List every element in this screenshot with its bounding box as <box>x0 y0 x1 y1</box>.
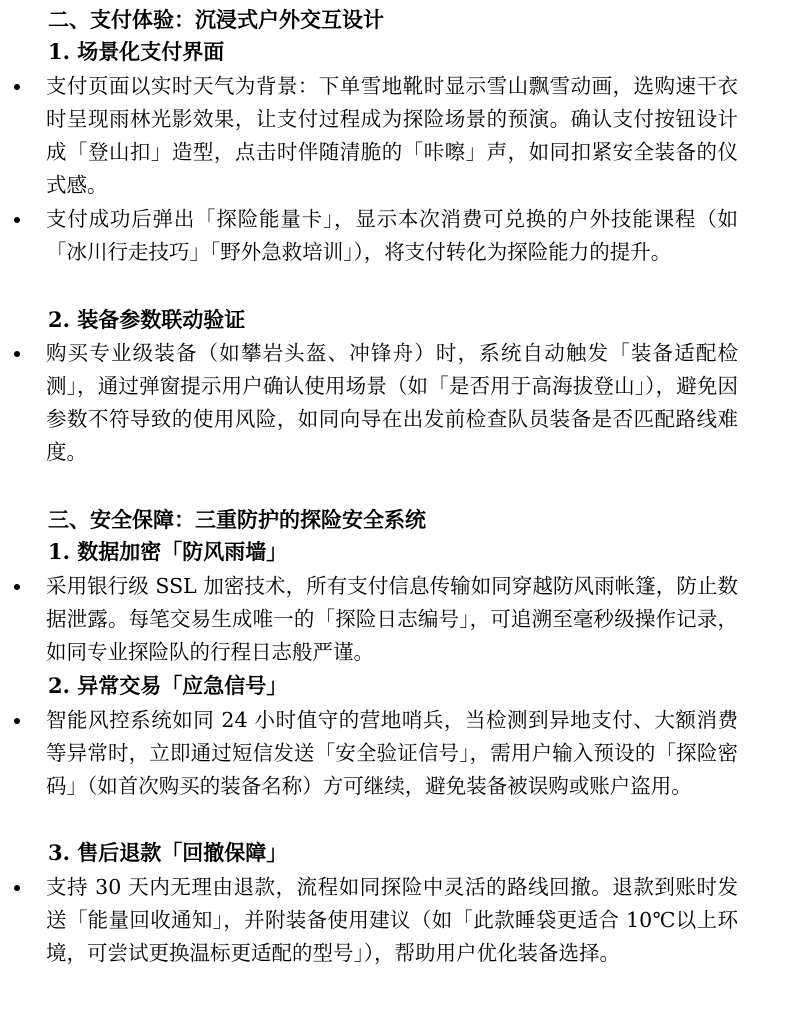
paragraph: 智能风控系统如同 24 小时值守的营地哨兵，当检测到异地支付、大额消费等异常时，立即通过短信发送「安全验证信号」，需用户输入预设的「探险密码」（如首次购买的装备名称）方可继续，避免装备被误购或账户盗用。 <box>46 708 738 798</box>
paragraph: 支付成功后弹出「探险能量卡」，显示本次消费可兑换的户外技能课程（如「冰川行走技巧」「野外急救培训」），将支付转化为探险能力的提升。 <box>46 207 738 264</box>
subsection-heading: 2. 异常交易「应急信号」 <box>48 673 288 698</box>
bullet-icon <box>14 84 20 90</box>
bullet-icon <box>14 351 20 357</box>
paragraph: 采用银行级 SSL 加密技术，所有支付信息传输如同穿越防风雨帐篷，防止数据泄露。每笔交易生成唯一的「探险日志编号」，可追溯至毫秒级操作记录，如同专业探险队的行程日志般严谨。 <box>46 574 738 664</box>
section-heading: 二、支付体验：沉浸式户外交互设计 <box>48 7 384 32</box>
section-heading: 三、安全保障：三重防护的探险安全系统 <box>48 507 426 532</box>
subsection-heading: 2. 装备参数联动验证 <box>48 307 246 332</box>
paragraph: 支付页面以实时天气为背景：下单雪地靴时显示雪山飘雪动画，选购速干衣时呈现雨林光影效果，让支付过程成为探险场景的预演。确认支付按钮设计成「登山扣」造型，点击时伴随清脆的「咔嚓」声，如同扣紧安全装备的仪式感。 <box>46 74 738 197</box>
paragraph: 支持 30 天内无理由退款，流程如同探险中灵活的路线回撤。退款到账时发送「能量回收通知」，并附装备使用建议（如「此款睡袋更适合 10℃以上环境，可尝试更换温标更适配的型号」），帮助用户优化装备选择。 <box>46 875 738 965</box>
bullet-icon <box>14 217 20 223</box>
subsection-heading: 1. 场景化支付界面 <box>48 39 225 64</box>
bullet-icon <box>14 718 20 724</box>
bullet-icon <box>14 584 20 590</box>
subsection-heading: 3. 售后退款「回撤保障」 <box>48 840 288 865</box>
paragraph: 购买专业级装备（如攀岩头盔、冲锋舟）时，系统自动触发「装备适配检测」，通过弹窗提示用户确认使用场景（如「是否用于高海拔登山」），避免因参数不符导致的使用风险，如同向导在出发前检查队员装备是否匹配路线难度。 <box>46 341 738 464</box>
subsection-heading: 1. 数据加密「防风雨墙」 <box>48 539 288 564</box>
bullet-icon <box>14 885 20 891</box>
